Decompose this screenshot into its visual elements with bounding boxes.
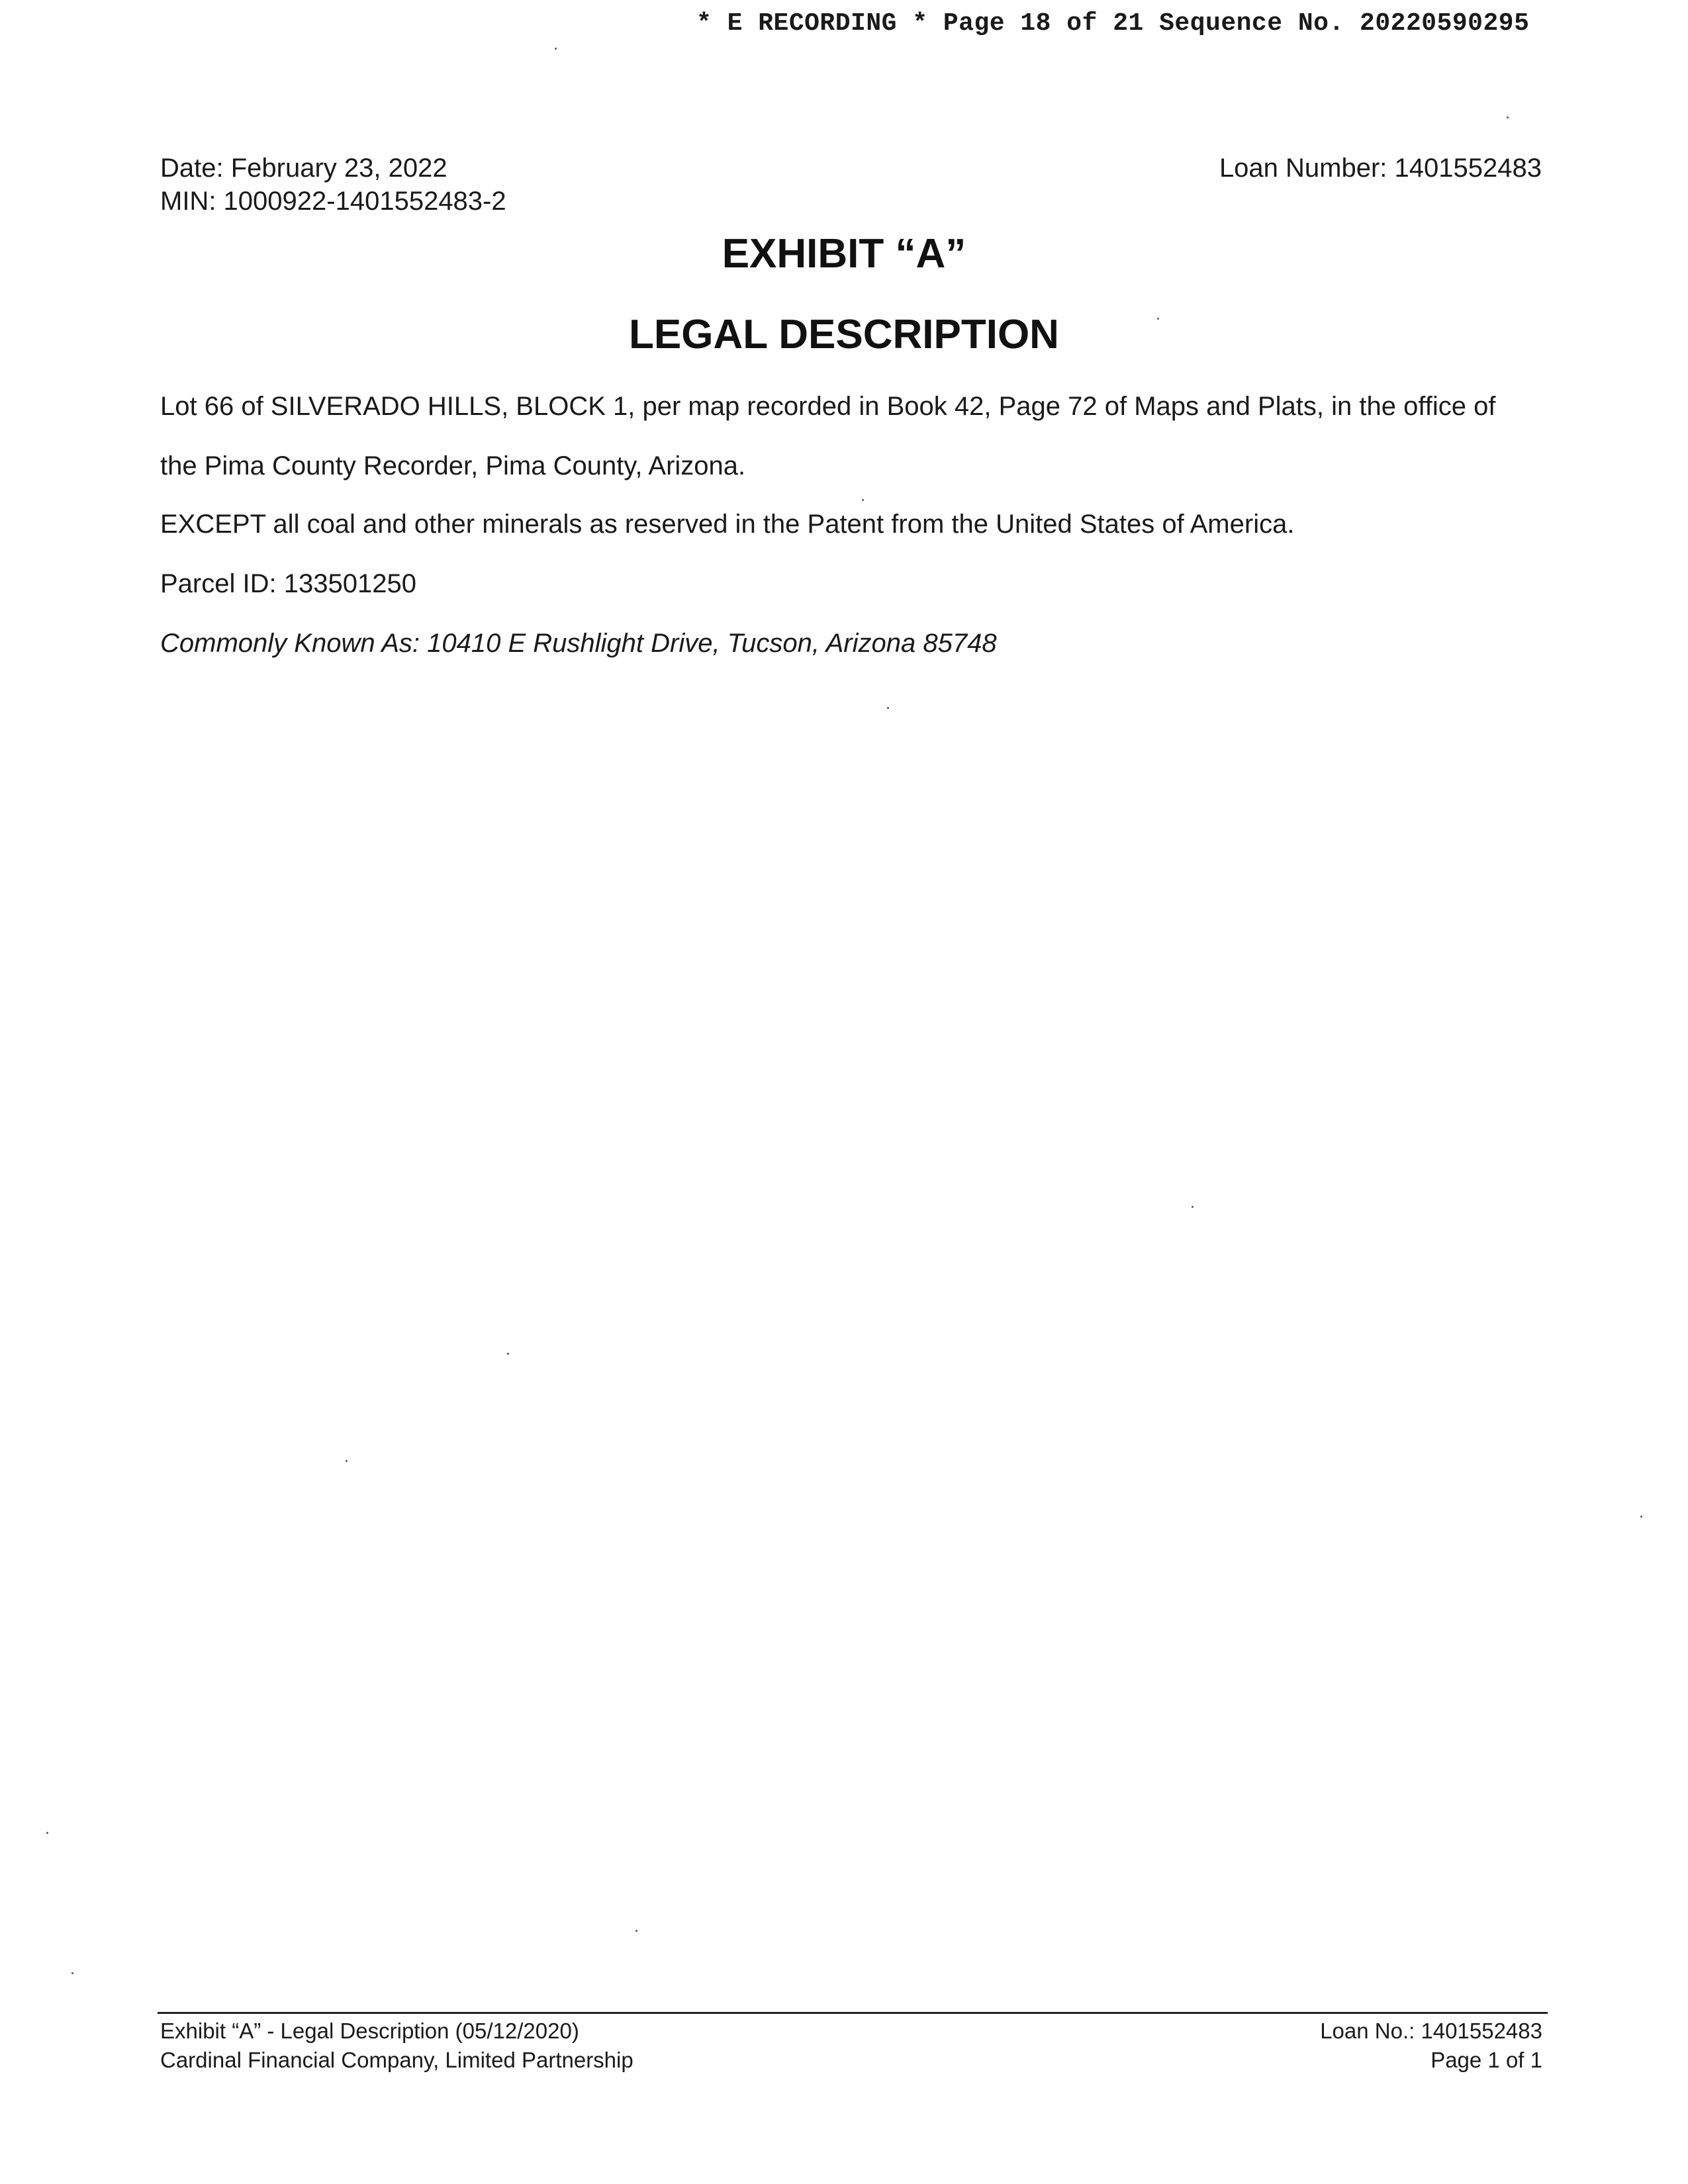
- scan-speck: [555, 48, 557, 50]
- loan-number: Loan Number: 1401552483: [1219, 154, 1542, 183]
- scan-speck: [46, 1832, 48, 1834]
- mineral-exception: EXCEPT all coal and other minerals as reserved in the Patent from the United States of America.: [160, 510, 1295, 539]
- footer-page-number: Page 1 of 1: [1430, 2048, 1542, 2072]
- legal-description-title: LEGAL DESCRIPTION: [629, 312, 1059, 357]
- scan-speck: [862, 499, 864, 501]
- exhibit-title: EXHIBIT “A”: [722, 231, 966, 277]
- footer-company: Cardinal Financial Company, Limited Partnership: [160, 2048, 633, 2072]
- scan-speck: [71, 1972, 73, 1974]
- property-address: Commonly Known As: 10410 E Rushlight Drive, Tucson, Arizona 85748: [160, 629, 997, 658]
- min-number: MIN: 1000922-1401552483-2: [160, 187, 506, 216]
- scan-speck: [635, 1930, 637, 1932]
- scan-speck: [1640, 1516, 1642, 1518]
- lot-description-line-1: Lot 66 of SILVERADO HILLS, BLOCK 1, per map recorded in Book 42, Page 72 of Maps and Plats, in the office of: [160, 392, 1496, 421]
- scan-speck: [507, 1353, 509, 1355]
- scan-speck: [887, 707, 889, 709]
- scan-speck: [1157, 318, 1159, 320]
- footer-divider: [158, 2012, 1548, 2014]
- recording-stamp: * E RECORDING * Page 18 of 21 Sequence No. 20220590295: [696, 9, 1530, 38]
- scan-speck: [346, 1460, 348, 1462]
- footer-loan-number: Loan No.: 1401552483: [1320, 2019, 1542, 2043]
- document-date: Date: February 23, 2022: [160, 154, 447, 183]
- scan-speck: [1192, 1206, 1194, 1208]
- footer-form-name: Exhibit “A” - Legal Description (05/12/2020): [160, 2019, 579, 2043]
- lot-description-line-2: the Pima County Recorder, Pima County, Arizona.: [160, 451, 746, 480]
- parcel-id: Parcel ID: 133501250: [160, 569, 416, 598]
- scan-speck: [1507, 116, 1509, 118]
